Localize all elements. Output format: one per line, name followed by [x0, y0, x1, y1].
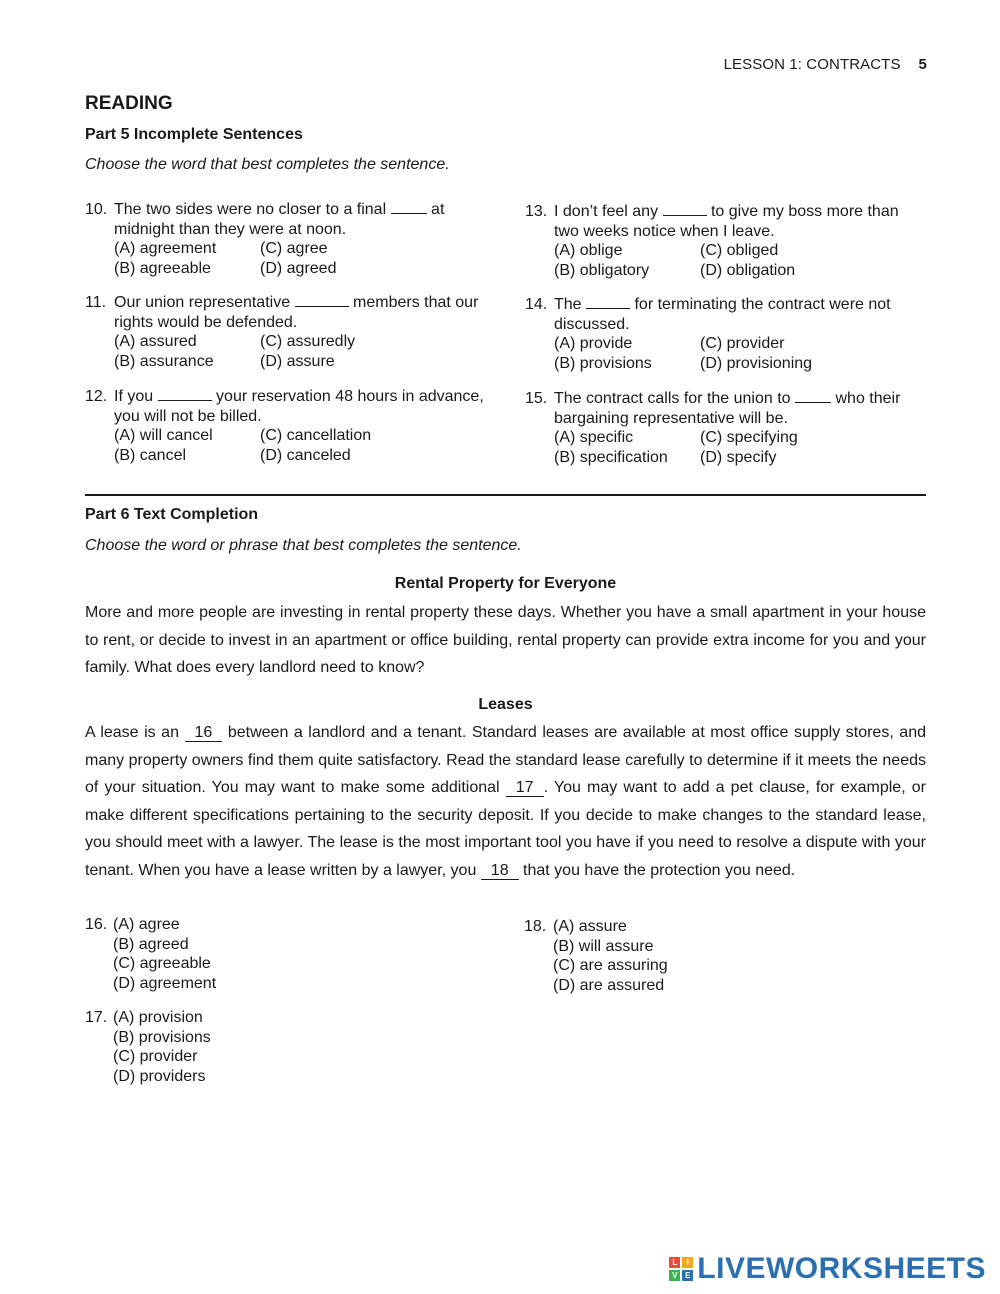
option[interactable]: (D) agreement	[113, 975, 217, 993]
logo-tile: V	[669, 1270, 680, 1281]
option[interactable]: (B) agreed	[113, 935, 189, 953]
blank-18[interactable]: 18	[481, 862, 519, 880]
question-number: 14.	[525, 296, 548, 313]
option[interactable]: (D) assure	[260, 352, 335, 370]
options	[554, 428, 925, 467]
answer-18	[524, 917, 668, 996]
option[interactable]: (A) specific	[554, 429, 634, 446]
option[interactable]: (A) oblige	[554, 242, 623, 259]
question-stem: I don’t feel any to give my boss more than two weeks notice when I leave.	[554, 203, 899, 240]
section-divider	[85, 494, 926, 496]
question-15	[525, 389, 925, 467]
question-14	[525, 295, 925, 373]
option[interactable]: (B) will assure	[553, 937, 654, 955]
option[interactable]: (B) cancel	[114, 446, 187, 464]
question-number: 11.	[85, 294, 107, 311]
option[interactable]: (B) agreeable	[114, 259, 211, 277]
article-title: Rental Property for Everyone	[394, 575, 617, 592]
question-stem: The contract calls for the union to who their bargaining representative will be.	[554, 390, 901, 427]
option[interactable]: (A) agreement	[114, 240, 217, 257]
option[interactable]: (B) provisions	[113, 1028, 211, 1046]
question-stem: If you your reservation 48 hours in advance, you will not be billed.	[114, 388, 484, 425]
logo-tile: E	[682, 1270, 693, 1281]
answer-16	[85, 915, 216, 994]
options	[114, 426, 485, 465]
option[interactable]: (D) canceled	[260, 446, 351, 464]
question-number: 16.	[85, 916, 108, 933]
option[interactable]: (D) obligation	[700, 261, 796, 279]
part5-instruction: Choose the word that best completes the sentence.	[85, 156, 450, 173]
option[interactable]: (C) agree	[260, 240, 328, 257]
question-number: 12.	[85, 388, 108, 405]
leases-paragraph: A lease is an 16 between a landlord and a tenant. Standard leases are available at most office supply stores, and many property owners find them quite satisfactory. Read the standard lease carefully to determine if it meets the needs of your situation. You may want to make some additional 17 . You may want to add a pet clause, for example, or make different specifications pertaining to the security deposit. If you decide to make changes to the standard lease, you should meet with a lawyer. The lease is the most important tool you have if you need to resolve a dispute with your tenant. When you have a lease written by a lawyer, you 18 that you have the protection you need.	[85, 724, 927, 879]
liveworksheets-logo	[669, 1252, 986, 1286]
answer-blank	[295, 293, 349, 307]
section-title: READING	[85, 93, 173, 114]
option[interactable]: (B) specification	[554, 448, 668, 466]
option[interactable]: (C) provider	[113, 1048, 198, 1066]
question-stem: Our union representative members that our rights would be defended.	[114, 294, 479, 331]
question-10	[85, 200, 485, 278]
answer-blank	[795, 389, 831, 403]
question-number: 15.	[525, 390, 548, 407]
options	[114, 239, 485, 278]
answer-17	[85, 1008, 211, 1087]
option[interactable]: (D) provisioning	[700, 354, 813, 372]
option[interactable]: (B) obligatory	[554, 261, 650, 279]
option[interactable]: (C) cancellation	[260, 427, 372, 444]
options	[554, 334, 925, 373]
option[interactable]: (A) assure	[553, 918, 627, 935]
question-stem: The for terminating the contract were not discussed.	[554, 296, 891, 333]
option[interactable]: (D) are assured	[553, 977, 665, 995]
lesson-label: LESSON 1: CONTRACTS	[723, 56, 901, 73]
question-number: 18.	[524, 918, 547, 935]
liveworksheets-logo-icon	[669, 1257, 693, 1281]
question-number: 17.	[85, 1009, 108, 1026]
question-stem: The two sides were no closer to a final at midnight than they were at noon.	[114, 201, 445, 238]
option[interactable]: (C) agreeable	[113, 955, 211, 973]
option[interactable]: (B) assurance	[114, 352, 214, 370]
option[interactable]: (C) are assuring	[553, 957, 668, 975]
option[interactable]: (B) provisions	[554, 354, 652, 372]
intro-paragraph: More and more people are investing in rental property these days. Whether you have a small apartment in your house to rent, or decide to invest in an apartment or office building, rental property can provide extra income for you and your family. What does every landlord need to know?	[85, 604, 926, 676]
option[interactable]: (D) providers	[113, 1068, 206, 1086]
question-12	[85, 387, 485, 465]
logo-tile: I	[682, 1257, 693, 1268]
question-11	[85, 293, 485, 371]
page-header	[724, 56, 927, 73]
option[interactable]: (D) specify	[700, 448, 777, 466]
option[interactable]: (A) assured	[114, 333, 197, 350]
part6-instruction: Choose the word or phrase that best completes the sentence.	[85, 537, 522, 554]
part6-title: Part 6 Text Completion	[85, 506, 259, 523]
option[interactable]: (C) obliged	[700, 242, 779, 259]
option[interactable]: (A) provide	[554, 335, 633, 352]
option[interactable]: (C) specifying	[700, 429, 798, 446]
question-13	[525, 202, 925, 280]
leases-heading: Leases	[478, 696, 533, 713]
option[interactable]: (A) agree	[113, 916, 180, 933]
option[interactable]: (D) agreed	[260, 259, 337, 277]
options	[114, 332, 485, 371]
answer-blank	[586, 295, 630, 309]
logo-text: LIVEWORKSHEETS	[697, 1252, 986, 1285]
options	[554, 241, 925, 280]
blank-16[interactable]: 16	[185, 724, 223, 742]
part5-title: Part 5 Incomplete Sentences	[85, 126, 303, 143]
question-number: 10.	[85, 201, 108, 218]
logo-tile: L	[669, 1257, 680, 1268]
answer-blank	[663, 202, 707, 216]
answer-blank	[158, 387, 212, 401]
answer-blank	[391, 200, 427, 214]
page-number: 5	[918, 56, 927, 73]
option[interactable]: (A) provision	[113, 1009, 203, 1026]
question-number: 13.	[525, 203, 548, 220]
option[interactable]: (A) will cancel	[114, 427, 213, 444]
option[interactable]: (C) provider	[700, 335, 785, 352]
blank-17[interactable]: 17	[506, 779, 544, 797]
option[interactable]: (C) assuredly	[260, 333, 356, 350]
